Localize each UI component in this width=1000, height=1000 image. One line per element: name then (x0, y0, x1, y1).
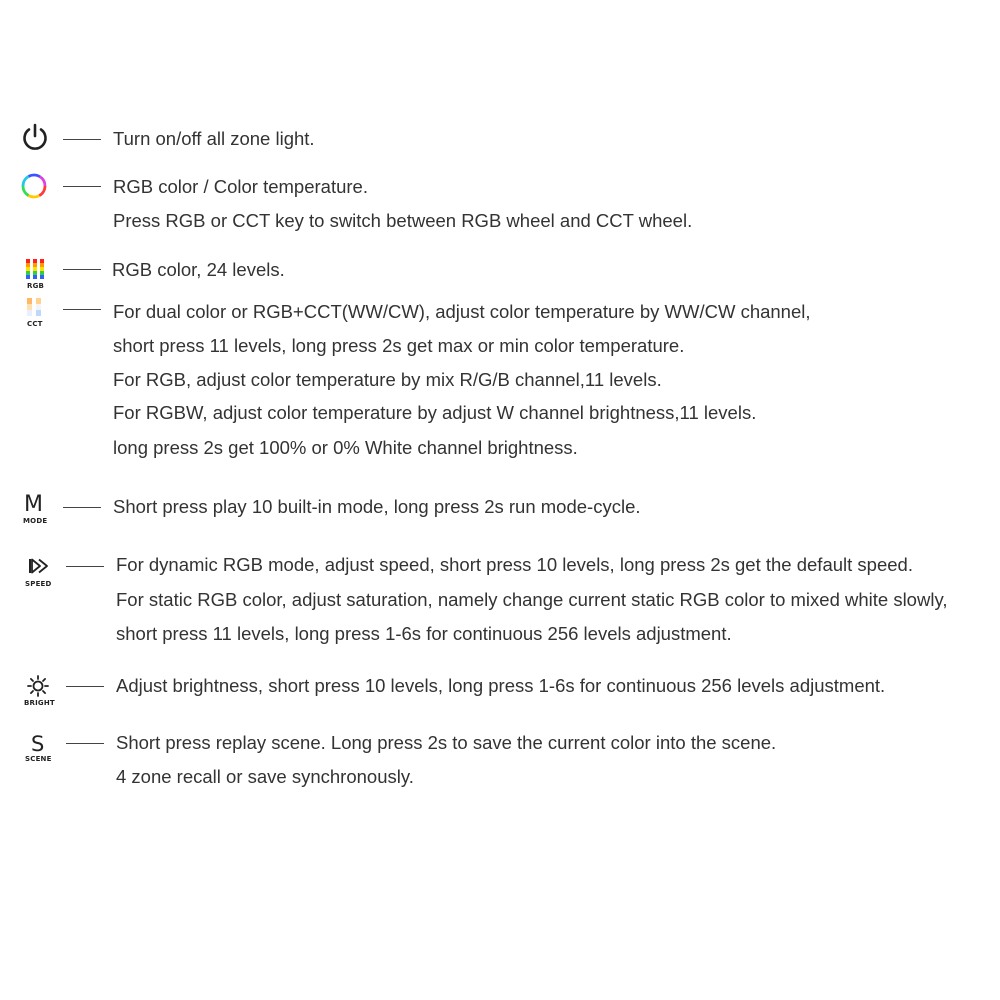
entry-text: short press 11 levels, long press 1-6s for continuous 256 levels adjustment. (116, 623, 732, 644)
entry-text: short press 11 levels, long press 2s get max or min color temperature. (113, 335, 685, 356)
rgb-bars-icon (26, 259, 44, 279)
connector-line (66, 743, 104, 744)
entry-text: Short press replay scene. Long press 2s to save the current color into the scene. (116, 732, 777, 753)
entry-text: For RGBW, adjust color temperature by adjust W channel brightness,11 levels. (113, 402, 757, 423)
icon-caption: CCT (27, 320, 43, 328)
connector-line (63, 139, 101, 140)
icon-caption: SCENE (25, 755, 52, 763)
color-ring-icon (20, 172, 48, 200)
mode-icon: M (24, 492, 43, 517)
connector-line (63, 507, 101, 508)
entry-text: For dynamic RGB mode, adjust speed, short press 10 levels, long press 2s get the default speed. (116, 554, 913, 575)
entry-text: For static RGB color, adjust saturation, namely change current static RGB color to mixed white slowly, (116, 589, 948, 610)
entry-text: RGB color, 24 levels. (112, 259, 285, 280)
icon-caption: BRIGHT (24, 699, 55, 707)
entry-text: Turn on/off all zone light. (113, 128, 315, 149)
icon-caption: MODE (23, 517, 48, 525)
connector-line (63, 269, 101, 270)
connector-line (66, 686, 104, 687)
connector-line (63, 309, 101, 310)
power-icon (20, 122, 50, 152)
connector-line (63, 186, 101, 187)
entry-text: Press RGB or CCT key to switch between RGB wheel and CCT wheel. (113, 210, 693, 231)
entry-text: Adjust brightness, short press 10 levels, long press 1-6s for continuous 256 levels adjustment. (116, 675, 886, 696)
entry-text: RGB color / Color temperature. (113, 176, 368, 197)
icon-caption: RGB (27, 282, 45, 290)
connector-line (66, 566, 104, 567)
icon-caption: SPEED (25, 580, 52, 588)
sun-icon (27, 675, 49, 697)
cct-bars-icon (27, 298, 43, 316)
entry-text: Short press play 10 built-in mode, long press 2s run mode-cycle. (113, 496, 641, 517)
entry-text: For dual color or RGB+CCT(WW/CW), adjust color temperature by WW/CW channel, (113, 301, 811, 322)
entry-text: 4 zone recall or save synchronously. (116, 766, 414, 787)
entry-text: long press 2s get 100% or 0% White channel brightness. (113, 437, 578, 458)
scene-icon: S (31, 732, 45, 756)
speed-icon (28, 558, 50, 574)
entry-text: For RGB, adjust color temperature by mix R/G/B channel,11 levels. (113, 369, 662, 390)
